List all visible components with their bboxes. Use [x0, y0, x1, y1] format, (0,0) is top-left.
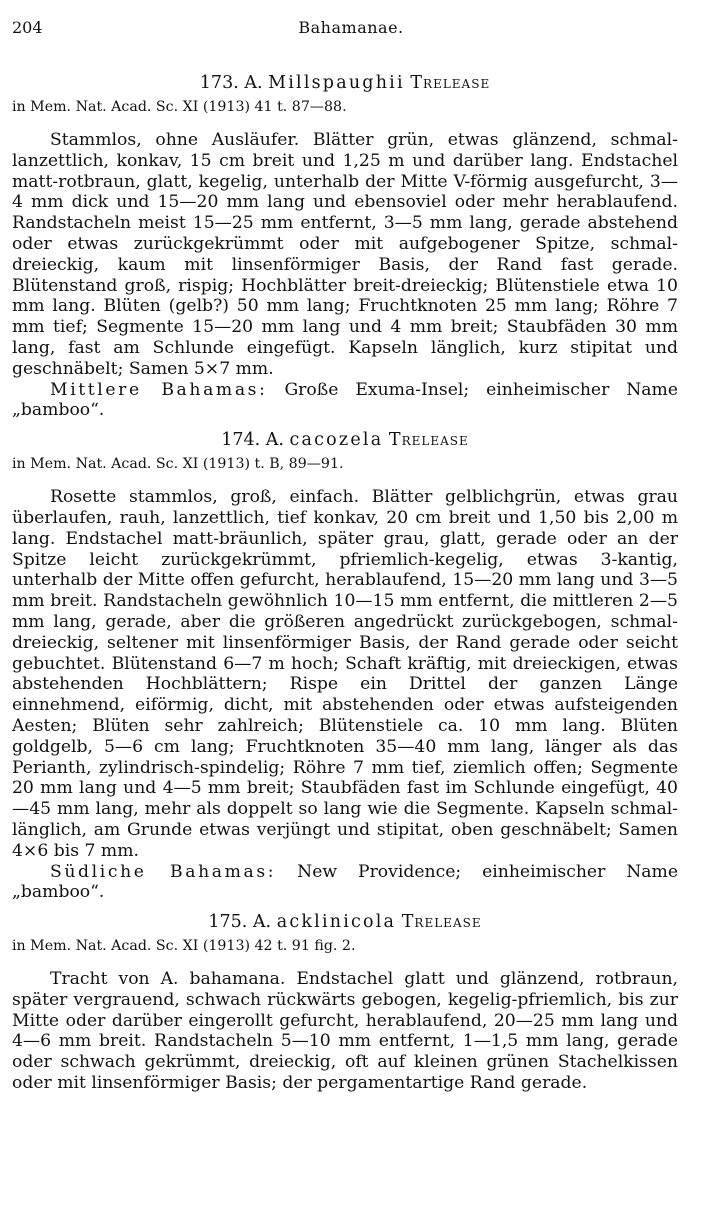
distribution-text: New Providence; einheimischer Name „bamboo“.: [12, 861, 678, 903]
species-description: Stammlos, ohne Ausläufer. Blätter grün, etwas glänzend, schmal-lanzettlich, konkav, 15 cm breit und 1,25 m und darüber lang. Endstachel matt-rotbraun, glatt, kegelig, unterhalb der Mitte V-förmig ausgefurcht, 3—4 mm dick und 15—20 mm lang und ebensoviel oder mehr herablaufend. Randstacheln meist 15—25 mm entfernt, 3—5 mm lang, gerade abstehend oder etwas zurückgekrümmt oder mit aufgebogener Spitze, schmal-dreieckig, kaum mit linsenförmiger Basis, der Rand fast gerade. Blütenstand groß, rispig; Hochblätter breit-dreieckig; Blütenstiele etwa 10 mm lang. Blüten (gelb?) 50 mm lang; Fruchtknoten 25 mm lang; Röhre 7 mm tief; Segmente 15—20 mm lang und 4 mm breit; Staubfäden 30 mm lang, fast am Schlunde eingefügt. Kapseln länglich, kurz stipitat und geschnäbelt; Samen 5×7 mm.: [12, 130, 678, 379]
species-entry-173: [12, 72, 678, 421]
species-citation: in Mem. Nat. Acad. Sc. XI (1913) 42 t. 91 fig. 2.: [12, 938, 356, 955]
species-author: Trelease: [410, 73, 491, 93]
species-number: 174. A.: [221, 430, 284, 451]
species-epithet: acklinicola: [276, 912, 397, 933]
species-title: [12, 911, 678, 933]
species-entry-174: [12, 429, 678, 903]
species-epithet: Millspaughii: [268, 73, 405, 93]
distribution-region: Südliche Bahamas:: [50, 861, 277, 882]
species-citation: in Mem. Nat. Acad. Sc. XI (1913) 41 t. 87—88.: [12, 99, 347, 115]
species-distribution: [12, 862, 678, 904]
distribution-text: Große Exuma-Insel; einheimischer Name „bamboo“.: [12, 379, 679, 421]
species-author: Trelease: [388, 430, 469, 451]
species-distribution: [12, 380, 678, 422]
species-citation: in Mem. Nat. Acad. Sc. XI (1913) t. B, 89—91.: [12, 456, 344, 473]
species-description: Rosette stammlos, groß, einfach. Blätter gelblichgrün, etwas grau überlaufen, rauh, lanzettlich, tief konkav, 20 cm breit und 1,50 bis 2,00 m lang. Endstachel matt-bräunlich, später grau, glatt, gerade oder an der Spitze leicht zurückgekrümmt, pfriemlich-kegelig, etwas 3-kantig, unterhalb der Mitte offen gefurcht, herablaufend, 15—20 mm lang und 3—5 mm breit. Randstacheln gewöhnlich 10—15 mm entfernt, die mittleren 2—5 mm lang, gerade, aber die größeren angedrückt zurückgebogen, schmal-dreieckig, seltener mit linsenförmiger Basis, der Rand gerade oder seicht gebuchtet. Blütenstand 6—7 m hoch; Schaft kräftig, mit dreieckigen, etwas abstehenden Hochblättern; Rispe ein Drittel der ganzen Länge einnehmend, eiförmig, dicht, mit abstehenden oder etwas aufsteigenden Aesten; Blüten sehr zahlreich; Blütenstiele ca. 10 mm lang. Blüten goldgelb, 5—6 cm lang; Fruchtknoten 35—40 mm lang, länger als das Perianth, zylindrisch-spindelig; Röhre 7 mm tief, ziemlich offen; Segmente 20 mm lang und 4—5 mm breit; Staubfäden fast im Schlunde eingefügt, 40—45 mm lang, mehr als doppelt so lang wie die Segmente. Kapseln schmal-länglich, am Grunde etwas verjüngt und stipitat, oben geschnäbelt; Samen 4×6 bis 7 mm.: [12, 487, 678, 861]
species-title: [12, 429, 678, 451]
distribution-region: Mittlere Bahamas:: [50, 379, 268, 400]
species-epithet: cacozela: [289, 430, 384, 451]
page-content: [12, 72, 678, 1094]
species-author: Trelease: [401, 912, 482, 933]
species-number: 173. A.: [199, 73, 263, 93]
species-entry-175: [12, 911, 678, 1094]
species-title: [12, 72, 678, 94]
running-title: Bahamanae.: [298, 18, 404, 37]
page-number: 204: [12, 18, 43, 37]
species-number: 175. A.: [208, 912, 272, 933]
running-head: [12, 18, 690, 42]
species-description: Tracht von A. bahamana. Endstachel glatt und glänzend, rotbraun, später vergrauend, schwach rückwärts gebogen, kegelig-pfriemlich, bis zur Mitte oder darüber eingerollt gefurcht, herablaufend, 20—25 mm lang und 4—6 mm breit. Randstacheln 5—10 mm entfernt, 1—1,5 mm lang, gerade oder schwach gekrümmt, dreieckig, oft auf kleinen grünen Stachelkissen oder mit linsenförmiger Basis; der pergamentartige Rand gerade.: [12, 969, 678, 1094]
